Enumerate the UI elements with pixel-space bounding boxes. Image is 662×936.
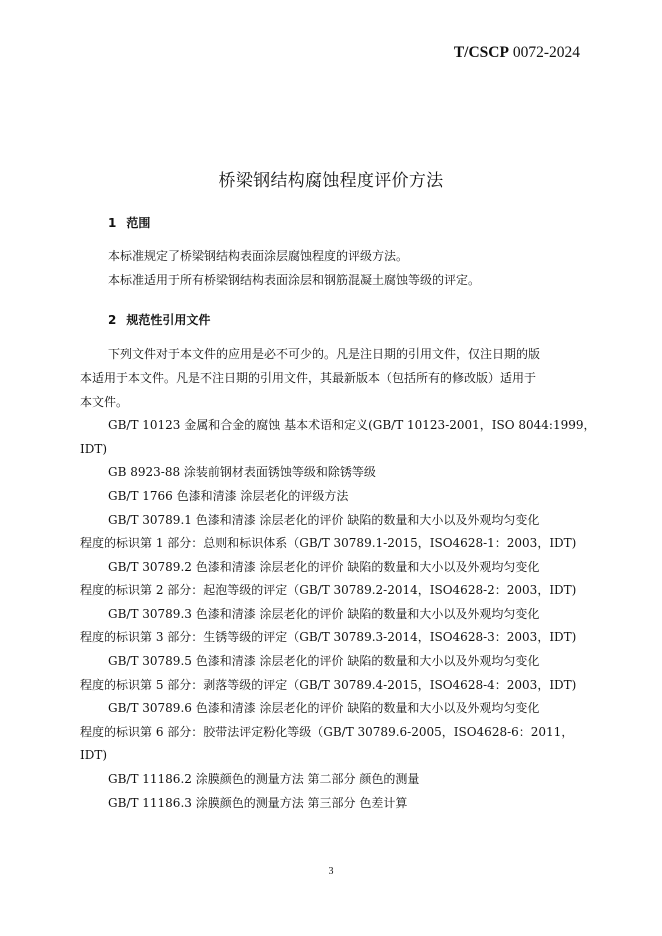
reference-line: 程度的标识第 1 部分：总则和标识体系（GB/T 30789.1-2015，ISO4628-1：2003，IDT) xyxy=(80,536,577,550)
reference-line: GB/T 30789.6 色漆和清漆 涂层老化的评价 缺陷的数量和大小以及外观均匀变化 xyxy=(108,701,540,715)
section-2-title: 规范性引用文件 xyxy=(126,313,211,327)
reference-line: GB/T 1766 色漆和清漆 涂层老化的评级方法 xyxy=(108,489,349,503)
section-1-title: 范围 xyxy=(126,216,151,230)
reference-line: GB/T 30789.5 色漆和清漆 涂层老化的评价 缺陷的数量和大小以及外观均匀变化 xyxy=(108,654,540,668)
section-2-intro-line-2: 本适用于本文件。凡是不注日期的引用文件，其最新版本（包括所有的修改版）适用于 xyxy=(80,371,537,385)
reference-line: 程度的标识第 5 部分：剥落等级的评定（GB/T 30789.4-2015，ISO4628-4：2003，IDT) xyxy=(80,678,577,692)
standard-code-header xyxy=(454,44,580,62)
page-number: 3 xyxy=(328,866,334,877)
reference-line: 程度的标识第 3 部分：生锈等级的评定（GB/T 30789.3-2014，ISO4628-3：2003，IDT) xyxy=(80,630,577,644)
standard-code-number: 0072-2024 xyxy=(508,44,580,61)
section-1-line-2: 本标准适用于所有桥梁钢结构表面涂层和钢筋混凝土腐蚀等级的评定。 xyxy=(108,273,481,287)
section-1-line-1: 本标准规定了桥梁钢结构表面涂层腐蚀程度的评级方法。 xyxy=(108,249,409,263)
reference-line: GB 8923-88 涂装前钢材表面锈蚀等级和除锈等级 xyxy=(108,465,376,479)
reference-line: 程度的标识第 6 部分：胶带法评定粉化等级（GB/T 30789.6-2005，ISO4628-6：2011， xyxy=(80,725,574,739)
reference-line: GB/T 11186.2 涂膜颜色的测量方法 第二部分 颜色的测量 xyxy=(108,772,420,786)
reference-line: GB/T 10123 金属和合金的腐蚀 基本术语和定义(GB/T 10123-2001，ISO 8044:1999， xyxy=(108,418,596,432)
section-1-heading xyxy=(108,214,150,231)
reference-line: IDT) xyxy=(80,748,108,762)
section-2-intro-line-1: 下列文件对于本文件的应用是必不可少的。凡是注日期的引用文件，仅注日期的版 xyxy=(108,347,541,361)
section-1-number: 1 xyxy=(108,216,117,230)
section-2-heading xyxy=(108,311,210,328)
section-2-number: 2 xyxy=(108,313,117,327)
reference-line: GB/T 30789.1 色漆和清漆 涂层老化的评价 缺陷的数量和大小以及外观均匀变化 xyxy=(108,513,540,527)
document-title: 桥梁钢结构腐蚀程度评价方法 xyxy=(218,171,444,191)
section-2-intro-line-3: 本文件。 xyxy=(80,395,129,409)
standard-code-prefix: T/CSCP xyxy=(453,44,509,61)
reference-line: 程度的标识第 2 部分：起泡等级的评定（GB/T 30789.2-2014，ISO4628-2：2003，IDT) xyxy=(80,583,577,597)
reference-line: IDT) xyxy=(80,442,108,456)
reference-line: GB/T 30789.3 色漆和清漆 涂层老化的评价 缺陷的数量和大小以及外观均匀变化 xyxy=(108,607,540,621)
reference-line: GB/T 30789.2 色漆和清漆 涂层老化的评价 缺陷的数量和大小以及外观均匀变化 xyxy=(108,560,540,574)
reference-line: GB/T 11186.3 涂膜颜色的测量方法 第三部分 色差计算 xyxy=(108,796,408,810)
